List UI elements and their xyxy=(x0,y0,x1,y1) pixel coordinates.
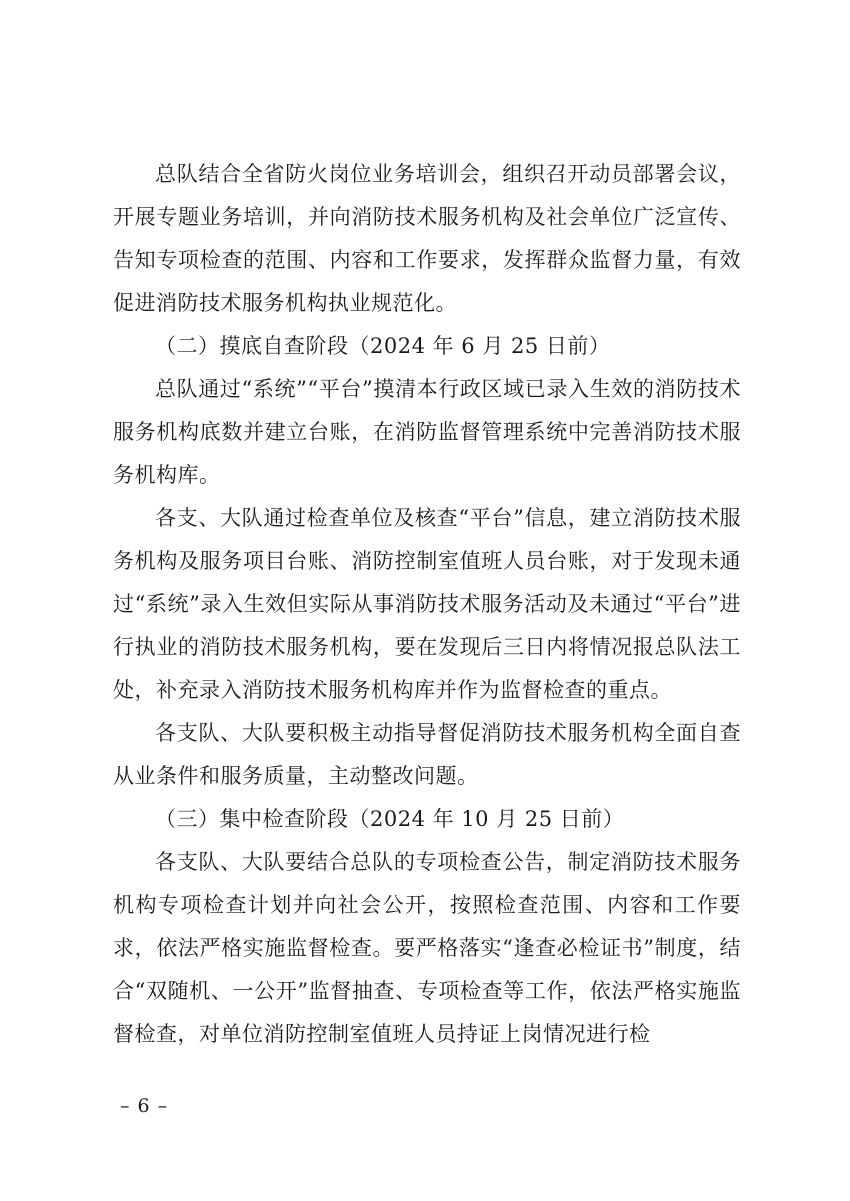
document-body xyxy=(113,153,741,1056)
paragraph-inspection-plan: 各支队、大队要结合总队的专项检查公告，制定消防技术服务机构专项检查计划并向社会公开，按照检查范围、内容和工作要求，依法严格实施监督检查。要严格落实“逢查必检证书”制度，结合“双随机、一公开”监督抽查、专项检查等工作，依法严格实施监督检查，对单位消防控制室值班人员持证上岗情况进行检 xyxy=(113,850,741,1046)
paragraph-brigade-ledger: 各支、大队通过检查单位及核查“平台”信息，建立消防技术服务机构及服务项目台账、消防控制室值班人员台账，对于发现未通过“系统”录入生效但实际从事消防技术服务活动及未通过“平台”进行执业的消防技术服务机构，要在发现后三日内将情况报总队法工处，补充录入消防技术服务机构库并作为监督检查的重点。 xyxy=(113,506,741,702)
paragraph-headquarters-ledger: 总队通过“系统”“平台”摸清本行政区域已录入生效的消防技术服务机构底数并建立台账，在消防监督管理系统中完善消防技术服务机构库。 xyxy=(113,377,741,487)
section-heading-self-check: （二）摸底自查阶段（2024 年 6 月 25 日前） xyxy=(155,334,611,358)
page-number: – 6 – xyxy=(120,1095,169,1117)
paragraph-self-inspection: 各支队、大队要积极主动指导督促消防技术服务机构全面自查从业条件和服务质量，主动整改问题。 xyxy=(113,721,741,788)
section-heading-centralized-check: （三）集中检查阶段（2024 年 10 月 25 日前） xyxy=(155,807,625,831)
paragraph-mobilization: 总队结合全省防火岗位业务培训会，组织召开动员部署会议，开展专题业务培训，并向消防技术服务机构及社会单位广泛宣传、告知专项检查的范围、内容和工作要求，发挥群众监督力量，有效促进消防技术服务机构执业规范化。 xyxy=(113,162,741,315)
